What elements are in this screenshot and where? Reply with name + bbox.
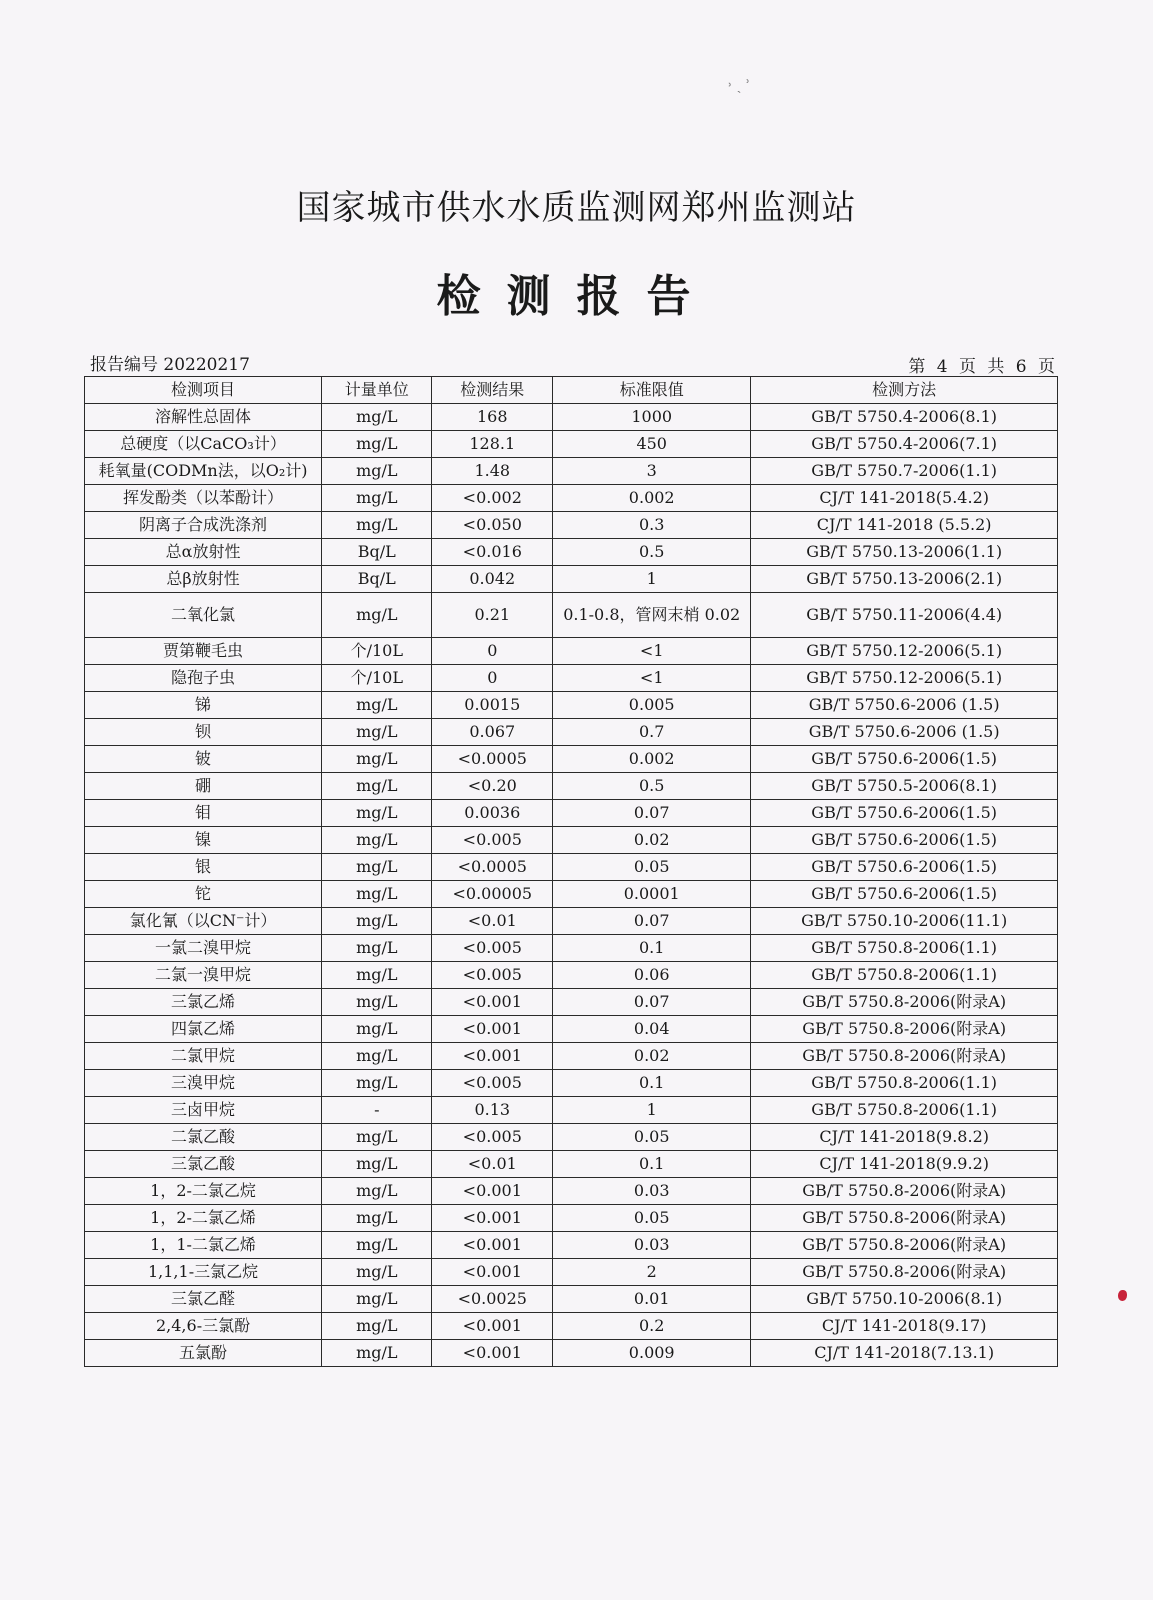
cell-method: GB/T 5750.8-2006(附录A) <box>751 1205 1058 1232</box>
table-header-row <box>85 377 1058 404</box>
cell-limit: 0.05 <box>553 854 751 881</box>
cell-method: GB/T 5750.6-2006(1.5) <box>751 827 1058 854</box>
cell-result: <0.001 <box>432 1340 553 1367</box>
cell-item: 铊 <box>85 881 322 908</box>
cell-result: 0.067 <box>432 719 553 746</box>
cell-unit: - <box>322 1097 432 1124</box>
cell-limit: 0.002 <box>553 485 751 512</box>
cell-unit: mg/L <box>322 827 432 854</box>
cell-limit: 0.3 <box>553 512 751 539</box>
cell-item: 二氯一溴甲烷 <box>85 962 322 989</box>
cell-method: GB/T 5750.8-2006(1.1) <box>751 962 1058 989</box>
table-row <box>85 485 1058 512</box>
table-row <box>85 458 1058 485</box>
cell-method: GB/T 5750.4-2006(8.1) <box>751 404 1058 431</box>
header-unit: 计量单位 <box>322 377 432 404</box>
cell-method: GB/T 5750.6-2006 (1.5) <box>751 692 1058 719</box>
cell-method: GB/T 5750.8-2006(1.1) <box>751 1097 1058 1124</box>
table-row <box>85 800 1058 827</box>
cell-method: GB/T 5750.6-2006(1.5) <box>751 854 1058 881</box>
cell-unit: Bq/L <box>322 566 432 593</box>
cell-result: <0.001 <box>432 1259 553 1286</box>
cell-unit: mg/L <box>322 989 432 1016</box>
cell-unit: 个/10L <box>322 638 432 665</box>
cell-unit: mg/L <box>322 458 432 485</box>
table-row <box>85 746 1058 773</box>
report-title: 检测报告 <box>436 271 717 322</box>
table-row <box>85 827 1058 854</box>
page-indicator: 第 4 页 共 6 页 <box>908 357 1058 377</box>
table-row <box>85 638 1058 665</box>
header-result: 检测结果 <box>432 377 553 404</box>
cell-result: <0.001 <box>432 1178 553 1205</box>
cell-limit: 0.0001 <box>553 881 751 908</box>
cell-item: 贾第鞭毛虫 <box>85 638 322 665</box>
cell-limit: 0.01 <box>553 1286 751 1313</box>
table-row <box>85 773 1058 800</box>
cell-limit: 0.02 <box>553 1043 751 1070</box>
cell-method: GB/T 5750.6-2006 (1.5) <box>751 719 1058 746</box>
cell-limit: 0.009 <box>553 1340 751 1367</box>
cell-unit: mg/L <box>322 1340 432 1367</box>
cell-limit: 0.7 <box>553 719 751 746</box>
cell-result: <0.002 <box>432 485 553 512</box>
cell-method: GB/T 5750.6-2006(1.5) <box>751 881 1058 908</box>
cell-item: 五氯酚 <box>85 1340 322 1367</box>
cell-unit: mg/L <box>322 593 432 638</box>
cell-limit: <1 <box>553 638 751 665</box>
cell-limit: 0.002 <box>553 746 751 773</box>
table-row <box>85 539 1058 566</box>
cell-item: 锑 <box>85 692 322 719</box>
table-row <box>85 962 1058 989</box>
cell-method: GB/T 5750.13-2006(2.1) <box>751 566 1058 593</box>
cell-limit: <1 <box>553 665 751 692</box>
cell-result: <0.001 <box>432 1016 553 1043</box>
cell-item: 二氯甲烷 <box>85 1043 322 1070</box>
cell-result: 168 <box>432 404 553 431</box>
cell-unit: mg/L <box>322 854 432 881</box>
cell-method: CJ/T 141-2018 (5.5.2) <box>751 512 1058 539</box>
header-limit: 标准限值 <box>553 377 751 404</box>
table-row <box>85 1259 1058 1286</box>
table-row <box>85 908 1058 935</box>
cell-method: GB/T 5750.6-2006(1.5) <box>751 800 1058 827</box>
cell-result: <0.001 <box>432 1205 553 1232</box>
cell-item: 耗氧量(CODMn法，以O₂计) <box>85 458 322 485</box>
table-row <box>85 719 1058 746</box>
table-row <box>85 1124 1058 1151</box>
cell-unit: mg/L <box>322 431 432 458</box>
cell-result: <0.005 <box>432 935 553 962</box>
cell-item: 三氯乙醛 <box>85 1286 322 1313</box>
table-row <box>85 1043 1058 1070</box>
cell-unit: mg/L <box>322 962 432 989</box>
cell-unit: mg/L <box>322 719 432 746</box>
cell-result: 128.1 <box>432 431 553 458</box>
cell-limit: 3 <box>553 458 751 485</box>
cell-method: GB/T 5750.10-2006(8.1) <box>751 1286 1058 1313</box>
cell-limit: 0.2 <box>553 1313 751 1340</box>
cell-limit: 0.05 <box>553 1205 751 1232</box>
cell-result: <0.005 <box>432 1124 553 1151</box>
table-row <box>85 1016 1058 1043</box>
table-row <box>85 1205 1058 1232</box>
cell-unit: mg/L <box>322 485 432 512</box>
cell-method: GB/T 5750.10-2006(11.1) <box>751 908 1058 935</box>
cell-item: 1，2-二氯乙烯 <box>85 1205 322 1232</box>
cell-result: <0.01 <box>432 1151 553 1178</box>
cell-item: 钡 <box>85 719 322 746</box>
cell-limit: 0.03 <box>553 1178 751 1205</box>
cell-unit: mg/L <box>322 1313 432 1340</box>
cell-method: GB/T 5750.8-2006(附录A) <box>751 989 1058 1016</box>
cell-limit: 0.02 <box>553 827 751 854</box>
cell-result: 0.21 <box>432 593 553 638</box>
cell-limit: 0.04 <box>553 1016 751 1043</box>
cell-unit: mg/L <box>322 908 432 935</box>
cell-item: 溶解性总固体 <box>85 404 322 431</box>
cell-limit: 0.05 <box>553 1124 751 1151</box>
cell-item: 隐孢子虫 <box>85 665 322 692</box>
cell-method: CJ/T 141-2018(9.9.2) <box>751 1151 1058 1178</box>
cell-item: 三卤甲烷 <box>85 1097 322 1124</box>
table-row <box>85 1097 1058 1124</box>
cell-method: GB/T 5750.8-2006(附录A) <box>751 1043 1058 1070</box>
cell-limit: 1 <box>553 1097 751 1124</box>
cell-result: <0.005 <box>432 962 553 989</box>
cell-method: GB/T 5750.8-2006(附录A) <box>751 1232 1058 1259</box>
cell-unit: mg/L <box>322 881 432 908</box>
cell-limit: 1 <box>553 566 751 593</box>
cell-result: <0.0005 <box>432 854 553 881</box>
table-row <box>85 404 1058 431</box>
cell-unit: mg/L <box>322 1070 432 1097</box>
cell-method: GB/T 5750.8-2006(1.1) <box>751 1070 1058 1097</box>
cell-unit: mg/L <box>322 1286 432 1313</box>
cell-method: CJ/T 141-2018(7.13.1) <box>751 1340 1058 1367</box>
cell-unit: mg/L <box>322 512 432 539</box>
cell-method: CJ/T 141-2018(5.4.2) <box>751 485 1058 512</box>
table-row <box>85 665 1058 692</box>
cell-result: 1.48 <box>432 458 553 485</box>
cell-result: <0.20 <box>432 773 553 800</box>
results-table <box>84 376 1058 1367</box>
table-row <box>85 1313 1058 1340</box>
cell-result: 0.13 <box>432 1097 553 1124</box>
table-row <box>85 566 1058 593</box>
cell-result: <0.050 <box>432 512 553 539</box>
cell-item: 镍 <box>85 827 322 854</box>
cell-limit: 0.06 <box>553 962 751 989</box>
table-row <box>85 1151 1058 1178</box>
cell-item: 三氯乙烯 <box>85 989 322 1016</box>
cell-unit: mg/L <box>322 1124 432 1151</box>
cell-unit: mg/L <box>322 1205 432 1232</box>
cell-unit: mg/L <box>322 1178 432 1205</box>
cell-result: <0.016 <box>432 539 553 566</box>
cell-unit: mg/L <box>322 1016 432 1043</box>
table-row <box>85 935 1058 962</box>
cell-item: 挥发酚类（以苯酚计） <box>85 485 322 512</box>
cell-method: GB/T 5750.13-2006(1.1) <box>751 539 1058 566</box>
cell-unit: mg/L <box>322 1232 432 1259</box>
cell-result: <0.001 <box>432 1043 553 1070</box>
table-row <box>85 1286 1058 1313</box>
table-row <box>85 989 1058 1016</box>
cell-method: GB/T 5750.8-2006(附录A) <box>751 1016 1058 1043</box>
cell-item: 硼 <box>85 773 322 800</box>
cell-limit: 2 <box>553 1259 751 1286</box>
cell-result: 0 <box>432 665 553 692</box>
cell-item: 1，1-二氯乙烯 <box>85 1232 322 1259</box>
cell-limit: 0.07 <box>553 908 751 935</box>
table-row <box>85 1232 1058 1259</box>
cell-limit: 0.07 <box>553 989 751 1016</box>
cell-item: 银 <box>85 854 322 881</box>
cell-item: 总α放射性 <box>85 539 322 566</box>
cell-unit: mg/L <box>322 1259 432 1286</box>
cell-result: <0.001 <box>432 1313 553 1340</box>
cell-limit: 0.1 <box>553 935 751 962</box>
cell-unit: 个/10L <box>322 665 432 692</box>
table-row <box>85 512 1058 539</box>
cell-limit: 0.5 <box>553 539 751 566</box>
cell-item: 二氯乙酸 <box>85 1124 322 1151</box>
cell-item: 总硬度（以CaCO₃计） <box>85 431 322 458</box>
cell-item: 氯化氰（以CN⁻计） <box>85 908 322 935</box>
cell-item: 二氧化氯 <box>85 593 322 638</box>
cell-result: <0.01 <box>432 908 553 935</box>
cell-item: 2,4,6-三氯酚 <box>85 1313 322 1340</box>
ink-spot <box>1118 1290 1127 1301</box>
cell-method: CJ/T 141-2018(9.17) <box>751 1313 1058 1340</box>
table-row <box>85 1340 1058 1367</box>
cell-unit: mg/L <box>322 746 432 773</box>
cell-item: 总β放射性 <box>85 566 322 593</box>
cell-unit: mg/L <box>322 1151 432 1178</box>
cell-limit: 0.03 <box>553 1232 751 1259</box>
cell-item: 三溴甲烷 <box>85 1070 322 1097</box>
cell-result: <0.0025 <box>432 1286 553 1313</box>
cell-result: 0.0015 <box>432 692 553 719</box>
cell-method: GB/T 5750.12-2006(5.1) <box>751 638 1058 665</box>
cell-item: 1，2-二氯乙烷 <box>85 1178 322 1205</box>
cell-result: <0.0005 <box>432 746 553 773</box>
header-item: 检测项目 <box>85 377 322 404</box>
cell-unit: mg/L <box>322 800 432 827</box>
cell-item: 一氯二溴甲烷 <box>85 935 322 962</box>
organization-title: 国家城市供水水质监测网郑州监测站 <box>296 188 857 228</box>
cell-item: 三氯乙酸 <box>85 1151 322 1178</box>
cell-method: GB/T 5750.8-2006(附录A) <box>751 1178 1058 1205</box>
cell-limit: 0.1 <box>553 1151 751 1178</box>
cell-method: GB/T 5750.11-2006(4.4) <box>751 593 1058 638</box>
cell-unit: mg/L <box>322 404 432 431</box>
cell-limit: 0.07 <box>553 800 751 827</box>
cell-unit: mg/L <box>322 935 432 962</box>
cell-result: <0.001 <box>432 1232 553 1259</box>
cell-unit: mg/L <box>322 773 432 800</box>
cell-method: GB/T 5750.12-2006(5.1) <box>751 665 1058 692</box>
cell-method: GB/T 5750.4-2006(7.1) <box>751 431 1058 458</box>
table-row <box>85 881 1058 908</box>
cell-limit: 450 <box>553 431 751 458</box>
cell-method: GB/T 5750.7-2006(1.1) <box>751 458 1058 485</box>
cell-result: <0.00005 <box>432 881 553 908</box>
cell-item: 铍 <box>85 746 322 773</box>
cell-method: GB/T 5750.8-2006(1.1) <box>751 935 1058 962</box>
table-row <box>85 431 1058 458</box>
pen-mark: ˒ ˏ ʾ <box>728 78 751 94</box>
table-row <box>85 1070 1058 1097</box>
cell-method: GB/T 5750.5-2006(8.1) <box>751 773 1058 800</box>
cell-result: 0 <box>432 638 553 665</box>
cell-unit: mg/L <box>322 692 432 719</box>
table-row <box>85 1178 1058 1205</box>
cell-limit: 0.005 <box>553 692 751 719</box>
cell-limit: 0.1-0.8，管网末梢 0.02 <box>553 593 751 638</box>
cell-item: 阴离子合成洗涤剂 <box>85 512 322 539</box>
cell-item: 钼 <box>85 800 322 827</box>
cell-result: 0.042 <box>432 566 553 593</box>
cell-limit: 0.1 <box>553 1070 751 1097</box>
header-method: 检测方法 <box>751 377 1058 404</box>
table-row <box>85 593 1058 638</box>
table-row <box>85 692 1058 719</box>
cell-method: GB/T 5750.8-2006(附录A) <box>751 1259 1058 1286</box>
cell-item: 四氯乙烯 <box>85 1016 322 1043</box>
cell-limit: 1000 <box>553 404 751 431</box>
cell-unit: Bq/L <box>322 539 432 566</box>
report-number: 报告编号 20220217 <box>90 355 250 375</box>
cell-result: 0.0036 <box>432 800 553 827</box>
cell-limit: 0.5 <box>553 773 751 800</box>
cell-result: <0.001 <box>432 989 553 1016</box>
cell-item: 1,1,1-三氯乙烷 <box>85 1259 322 1286</box>
cell-unit: mg/L <box>322 1043 432 1070</box>
cell-method: GB/T 5750.6-2006(1.5) <box>751 746 1058 773</box>
cell-result: <0.005 <box>432 1070 553 1097</box>
cell-result: <0.005 <box>432 827 553 854</box>
table-row <box>85 854 1058 881</box>
cell-method: CJ/T 141-2018(9.8.2) <box>751 1124 1058 1151</box>
